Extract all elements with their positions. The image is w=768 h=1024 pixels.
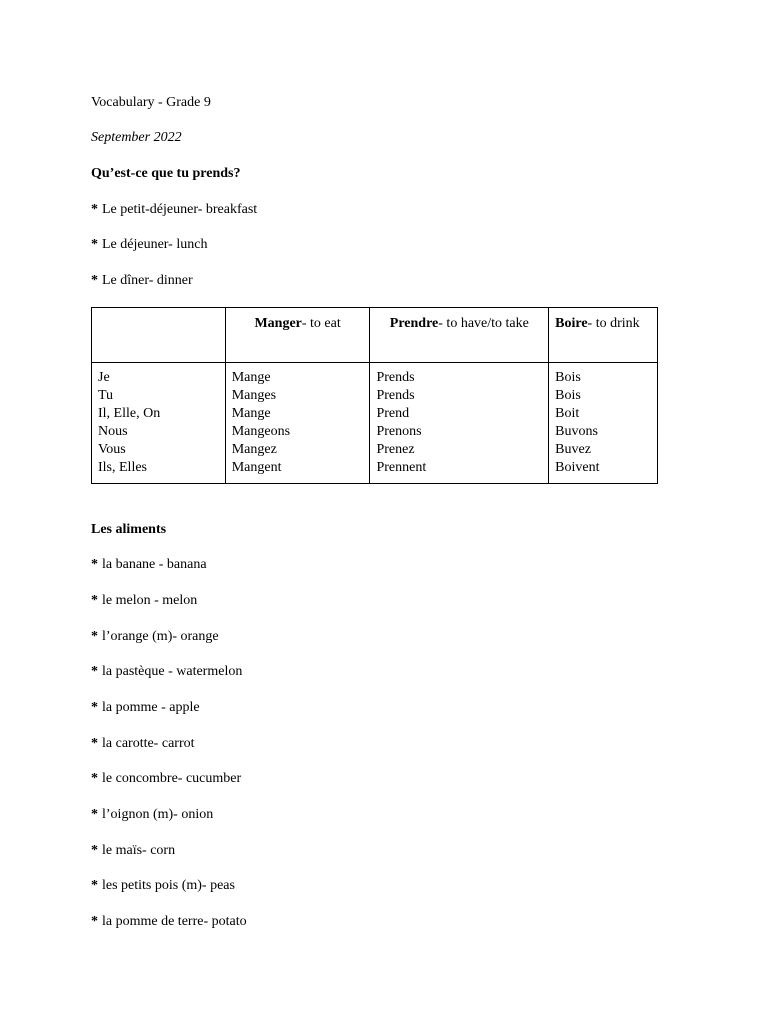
conjugation: Prenez <box>376 442 415 457</box>
aliment-item <box>91 770 241 788</box>
meal-text: Le déjeuner- lunch <box>102 237 208 252</box>
verb-meaning: - to have/to take <box>438 316 529 331</box>
bullet-star: * <box>91 237 98 252</box>
aliment-item <box>91 663 242 681</box>
table-row <box>92 363 658 484</box>
conjugation: Prennent <box>376 460 427 475</box>
conjugation: Bois <box>555 388 581 403</box>
aliment-text: la pomme - apple <box>102 700 200 715</box>
bullet-star: * <box>91 273 98 288</box>
header-prendre <box>370 308 549 363</box>
pronoun: Ils, Elles <box>98 460 147 475</box>
meal-text: Le petit-déjeuner- breakfast <box>102 202 258 217</box>
section-question: Qu’est-ce que tu prends? <box>91 166 241 181</box>
aliment-text: les petits pois (m)- peas <box>102 878 235 893</box>
bullet-star: * <box>91 557 98 572</box>
pronoun: Vous <box>98 442 126 457</box>
aliment-text: le maïs- corn <box>102 843 176 858</box>
conjugation: Buvons <box>555 424 598 439</box>
conjugation: Bois <box>555 370 581 385</box>
verb-name: Boire <box>555 316 588 331</box>
aliment-item <box>91 735 195 753</box>
conjugation: Prends <box>376 370 415 385</box>
pronoun: Tu <box>98 388 114 403</box>
verb-meaning: - to eat <box>301 316 341 331</box>
conjugation: Mangeons <box>231 424 291 439</box>
bullet-star: * <box>91 736 98 751</box>
meal-item <box>91 272 193 290</box>
aliment-text: l’oignon (m)- onion <box>102 807 214 822</box>
conjugation: Buvez <box>555 442 591 457</box>
meal-text: Le dîner- dinner <box>102 273 193 288</box>
conjugation: Boivent <box>555 460 600 475</box>
meal-item <box>91 236 207 254</box>
conjugation: Manges <box>231 388 277 403</box>
aliment-item <box>91 806 213 824</box>
aliment-item <box>91 699 200 717</box>
aliment-item <box>91 877 235 895</box>
conjugation: Prend <box>376 406 410 421</box>
meal-item <box>91 201 257 219</box>
bullet-star: * <box>91 843 98 858</box>
table-header-row <box>92 308 658 363</box>
aliment-text: l’orange (m)- orange <box>102 629 219 644</box>
conjugation: Mange <box>231 406 271 421</box>
bullet-star: * <box>91 878 98 893</box>
prendre-cell <box>370 363 549 484</box>
manger-cell <box>225 363 370 484</box>
document-title: Vocabulary - Grade 9 <box>91 95 211 110</box>
header-manger <box>225 308 370 363</box>
aliment-text: la pastèque - watermelon <box>102 664 243 679</box>
verb-name: Prendre <box>389 316 439 331</box>
document-date: September 2022 <box>91 130 182 145</box>
pronoun: Nous <box>98 424 128 439</box>
conjugation-table <box>91 307 658 484</box>
conjugation: Boit <box>555 406 580 421</box>
bullet-star: * <box>91 914 98 929</box>
pronoun: Je <box>98 370 110 385</box>
aliment-text: le melon - melon <box>102 593 198 608</box>
verb-meaning: - to drink <box>587 316 640 331</box>
header-empty-cell <box>92 308 226 363</box>
pronoun: Il, Elle, On <box>98 406 161 421</box>
conjugation: Prenons <box>376 424 422 439</box>
bullet-star: * <box>91 664 98 679</box>
conjugation: Mangent <box>231 460 282 475</box>
bullet-star: * <box>91 700 98 715</box>
aliment-text: la banane - banana <box>102 557 207 572</box>
bullet-star: * <box>91 629 98 644</box>
bullet-star: * <box>91 771 98 786</box>
bullet-star: * <box>91 202 98 217</box>
aliment-item <box>91 913 247 931</box>
boire-cell <box>549 363 658 484</box>
verb-name: Manger <box>254 316 302 331</box>
aliment-item <box>91 592 197 610</box>
aliment-text: le concombre- cucumber <box>102 771 242 786</box>
pronoun-cell <box>92 363 226 484</box>
aliment-item <box>91 556 207 574</box>
aliment-text: la pomme de terre- potato <box>102 914 247 929</box>
conjugation: Prends <box>376 388 415 403</box>
aliment-item <box>91 628 219 646</box>
aliments-heading: Les aliments <box>91 522 167 537</box>
conjugation: Mangez <box>231 442 277 457</box>
header-boire <box>549 308 658 363</box>
bullet-star: * <box>91 807 98 822</box>
bullet-star: * <box>91 593 98 608</box>
aliment-item <box>91 842 175 860</box>
aliment-text: la carotte- carrot <box>102 736 195 751</box>
conjugation: Mange <box>231 370 271 385</box>
